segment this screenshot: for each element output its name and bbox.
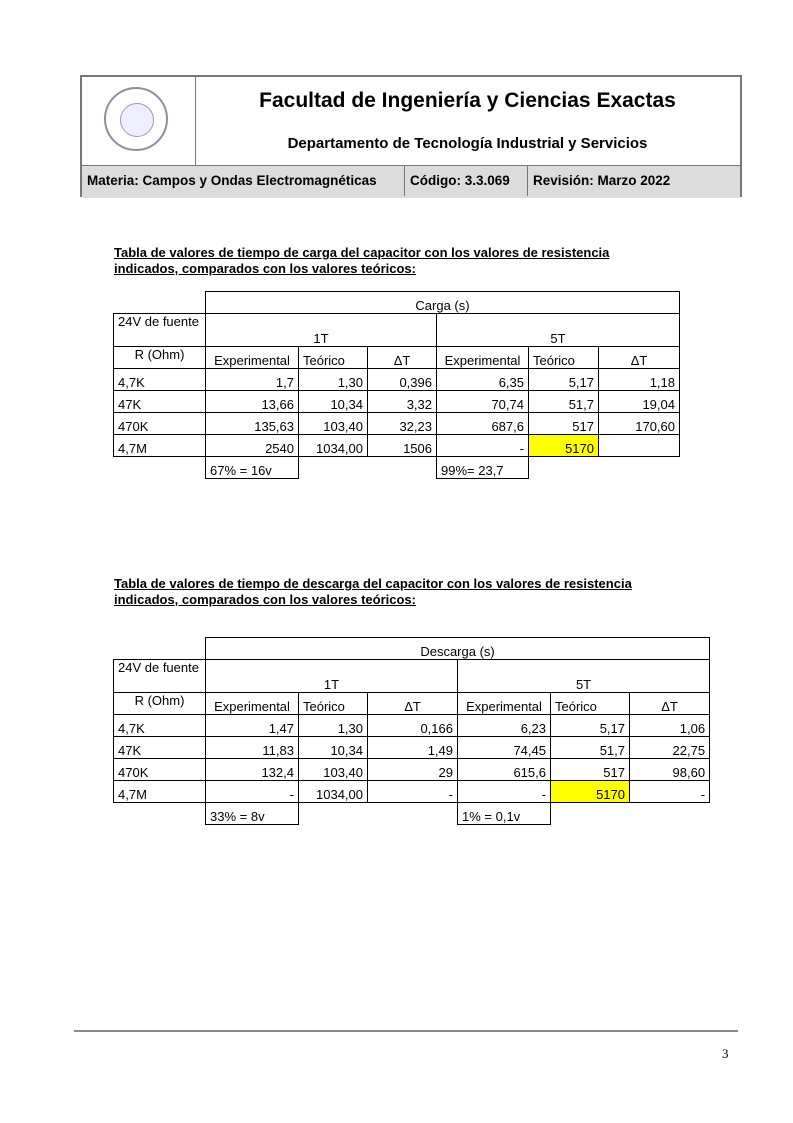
resistance-cell: 4,7M xyxy=(114,781,206,803)
value-cell: 132,4 xyxy=(206,759,299,781)
empty-cell xyxy=(630,803,710,825)
value-cell: 1,47 xyxy=(206,715,299,737)
column-header: Experimental xyxy=(206,347,299,369)
revision: Revisión: Marzo 2022 xyxy=(533,173,671,188)
value-cell: 70,74 xyxy=(437,391,529,413)
note-5t: 99%= 23,7 xyxy=(437,457,529,479)
table-row xyxy=(114,781,710,803)
value-cell: 5170 xyxy=(551,781,630,803)
value-cell: 517 xyxy=(529,413,599,435)
column-header: Teórico xyxy=(299,693,368,715)
value-cell: 1,18 xyxy=(599,369,680,391)
value-cell: 10,34 xyxy=(299,737,368,759)
value-cell: 1034,00 xyxy=(299,781,368,803)
value-cell: 1,30 xyxy=(299,715,368,737)
value-cell: 5,17 xyxy=(529,369,599,391)
value-cell: 135,63 xyxy=(206,413,299,435)
column-header: ΔT xyxy=(599,347,680,369)
resistance-cell: 470K xyxy=(114,759,206,781)
carga-caption: Tabla de valores de tiempo de carga del capacitor con los valores de resistencia indicados, comparados con los valores teóricos: xyxy=(114,245,610,276)
value-cell: 1,7 xyxy=(206,369,299,391)
table-row xyxy=(114,435,680,457)
empty-cell xyxy=(599,457,680,479)
university-logo xyxy=(82,77,196,165)
value-cell: 51,7 xyxy=(529,391,599,413)
value-cell: 5,17 xyxy=(551,715,630,737)
empty-cell xyxy=(299,803,368,825)
value-cell: 1034,00 xyxy=(299,435,368,457)
r-column-header: R (Ohm) xyxy=(114,693,206,715)
value-cell: - xyxy=(437,435,529,457)
value-cell: 3,32 xyxy=(368,391,437,413)
header-5t: 5T xyxy=(437,314,680,347)
value-cell: 103,40 xyxy=(299,759,368,781)
note-1t: 67% = 16v xyxy=(206,457,299,479)
value-cell: - xyxy=(368,781,458,803)
descarga-table xyxy=(113,637,710,825)
value-cell: 32,23 xyxy=(368,413,437,435)
table-title: Carga (s) xyxy=(206,292,680,314)
column-header: Experimental xyxy=(206,693,299,715)
column-header: Teórico xyxy=(551,693,630,715)
value-cell xyxy=(599,435,680,457)
header-1t: 1T xyxy=(206,660,458,693)
empty-cell xyxy=(114,803,206,825)
value-cell: - xyxy=(458,781,551,803)
value-cell: 1506 xyxy=(368,435,437,457)
table-row xyxy=(114,413,680,435)
department-subtitle: Departamento de Tecnología Industrial y Servicios xyxy=(287,135,648,152)
resistance-cell: 470K xyxy=(114,413,206,435)
table-row xyxy=(114,369,680,391)
value-cell: 1,06 xyxy=(630,715,710,737)
table-title: Descarga (s) xyxy=(206,638,710,660)
value-cell: 29 xyxy=(368,759,458,781)
empty-cell xyxy=(368,803,458,825)
value-cell: 98,60 xyxy=(630,759,710,781)
empty-cell xyxy=(299,457,368,479)
value-cell: 6,35 xyxy=(437,369,529,391)
note-1t: 33% = 8v xyxy=(206,803,299,825)
column-header: Experimental xyxy=(458,693,551,715)
column-header: Teórico xyxy=(529,347,599,369)
descarga-caption: Tabla de valores de tiempo de descarga del capacitor con los valores de resistencia indicados, comparados con los valores teóricos: xyxy=(114,576,632,607)
value-cell: 1,49 xyxy=(368,737,458,759)
faculty-title: Facultad de Ingeniería y Ciencias Exactas xyxy=(259,89,676,112)
value-cell: - xyxy=(206,781,299,803)
resistance-cell: 47K xyxy=(114,391,206,413)
column-header: ΔT xyxy=(368,347,437,369)
value-cell: 103,40 xyxy=(299,413,368,435)
value-cell: 10,34 xyxy=(299,391,368,413)
value-cell: 74,45 xyxy=(458,737,551,759)
course-code: Código: 3.3.069 xyxy=(405,166,528,196)
header-5t: 5T xyxy=(458,660,710,693)
page-number: 3 xyxy=(722,1046,729,1061)
table-row xyxy=(114,737,710,759)
table-row xyxy=(114,391,680,413)
value-cell: 13,66 xyxy=(206,391,299,413)
seal-icon xyxy=(104,87,168,151)
footer-divider xyxy=(74,1030,738,1032)
value-cell: 517 xyxy=(551,759,630,781)
value-cell: 687,6 xyxy=(437,413,529,435)
r-column-header: R (Ohm) xyxy=(114,347,206,369)
resistance-cell: 4,7K xyxy=(114,715,206,737)
value-cell: 6,23 xyxy=(458,715,551,737)
value-cell: 51,7 xyxy=(551,737,630,759)
value-cell: 11,83 xyxy=(206,737,299,759)
empty-cell xyxy=(114,292,206,314)
empty-cell xyxy=(551,803,630,825)
value-cell: 22,75 xyxy=(630,737,710,759)
empty-cell xyxy=(114,638,206,660)
carga-table xyxy=(113,291,680,479)
column-header: Experimental xyxy=(437,347,529,369)
value-cell: 615,6 xyxy=(458,759,551,781)
value-cell: 1,30 xyxy=(299,369,368,391)
resistance-cell: 4,7M xyxy=(114,435,206,457)
course-info-row xyxy=(82,165,740,198)
resistance-cell: 47K xyxy=(114,737,206,759)
header-1t: 1T xyxy=(206,314,437,347)
column-header: Teórico xyxy=(299,347,368,369)
table-row xyxy=(114,759,710,781)
column-header: ΔT xyxy=(368,693,458,715)
note-5t: 1% = 0,1v xyxy=(458,803,551,825)
empty-cell xyxy=(368,457,437,479)
value-cell: 0,166 xyxy=(368,715,458,737)
course-name: Materia: Campos y Ondas Electromagnéticas xyxy=(82,166,405,196)
value-cell: 5170 xyxy=(529,435,599,457)
table-row xyxy=(114,715,710,737)
source-label: 24V de fuente xyxy=(114,314,206,347)
resistance-cell: 4,7K xyxy=(114,369,206,391)
value-cell: 2540 xyxy=(206,435,299,457)
value-cell: 0,396 xyxy=(368,369,437,391)
value-cell: 170,60 xyxy=(599,413,680,435)
value-cell: - xyxy=(630,781,710,803)
source-label: 24V de fuente xyxy=(114,660,206,693)
empty-cell xyxy=(529,457,599,479)
column-header: ΔT xyxy=(630,693,710,715)
document-header xyxy=(80,75,742,197)
empty-cell xyxy=(114,457,206,479)
value-cell: 19,04 xyxy=(599,391,680,413)
